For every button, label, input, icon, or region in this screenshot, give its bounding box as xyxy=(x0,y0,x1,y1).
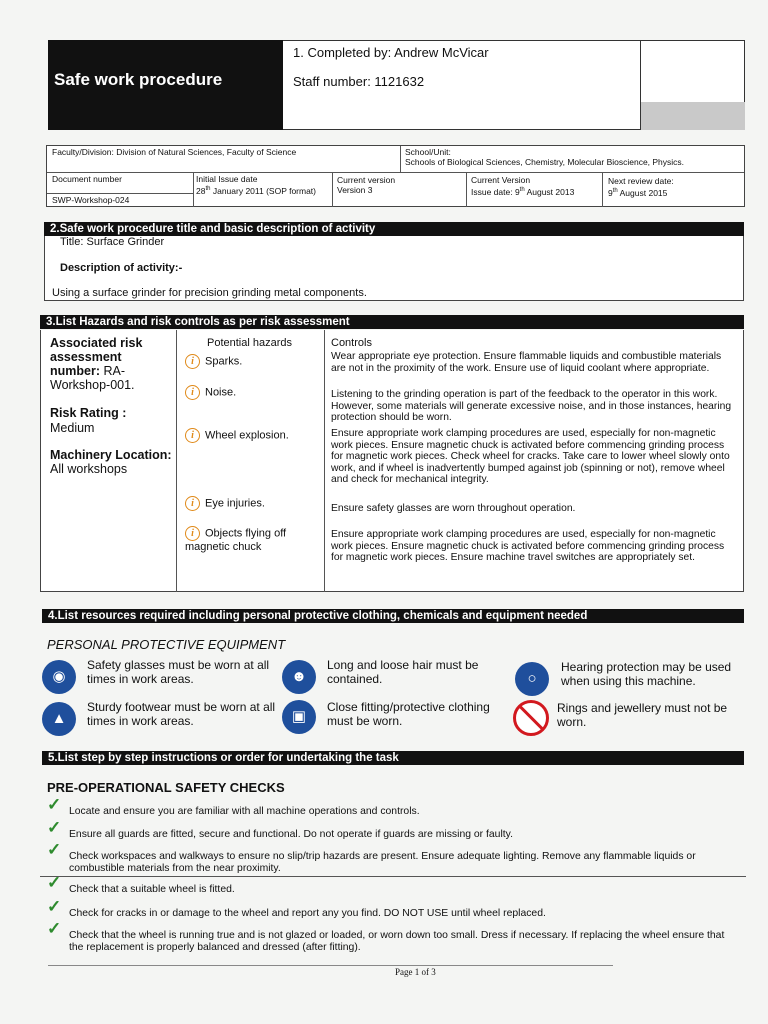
step-item: Check that a suitable wheel is fitted. xyxy=(69,884,235,895)
step-item: Check for cracks in or damage to the wheel and report any you find. DO NOT USE until wheel replaced. xyxy=(69,908,546,919)
doc-number-label: Document number xyxy=(52,174,122,184)
next-review-label: Next review date: xyxy=(608,176,674,186)
hazard-info-icon: i xyxy=(185,428,200,443)
footer-rule xyxy=(48,965,613,966)
checks-title: PRE-OPERATIONAL SAFETY CHECKS xyxy=(47,780,285,795)
control-text: Listening to the grinding operation is part of the feedback to the operator in this work. However, some materials will generate excessive noise, and in those instances, hearing protection should be worn. xyxy=(331,389,732,424)
hazard-info-icon: i xyxy=(185,526,200,541)
check-icon: ✓ xyxy=(47,795,62,814)
check-icon: ✓ xyxy=(47,840,62,859)
staff-number: Staff number: 1121632 xyxy=(293,74,425,89)
control-text: Wear appropriate eye protection. Ensure flammable liquids and combustible materials are not in the proximity of the work. Ensure use of liquid coolant where appropriate. xyxy=(331,351,722,374)
hazard-info-icon: i xyxy=(185,354,200,369)
machinery-label: Machinery Location: xyxy=(50,448,172,462)
next-review-date: 9th August 2015 xyxy=(608,187,668,198)
school-value: Schools of Biological Sciences, Chemistry, Molecular Bioscience, Physics. xyxy=(405,157,685,167)
assessment-number: RA-Workshop-001. xyxy=(50,364,135,392)
step-item: Check workspaces and walkways to ensure no slip/trip hazards are present. Ensure adequate lighting. Remove any flammable liquids or combustible materials from the near proximity. xyxy=(69,851,696,874)
divider xyxy=(40,876,746,877)
hazard-item: i Objects flying off magnetic chuck xyxy=(185,527,287,553)
control-text: Ensure appropriate work clamping procedures are used, especially for non-magnetic work pieces. Ensure magnetic chuck is activated before commencing grinding process for magnetic work pieces. Ensure machine travel switches are appropriately set. xyxy=(331,529,725,564)
procedure-title: Title: Surface Grinder xyxy=(60,236,165,248)
ppe-title: PERSONAL PROTECTIVE EQUIPMENT xyxy=(47,637,286,652)
current-version-label: Current version xyxy=(337,175,396,185)
safety-glasses-icon: ◉ xyxy=(42,660,76,694)
ppe-item: Long and loose hair must be contained. xyxy=(327,658,479,686)
step-item: Check that the wheel is running true and is not glazed or loaded, or worn down too small. Dress if necessary. If replacing the wheel ensure that the replacement is properly balanced and dressed (after fitting). xyxy=(69,930,725,953)
section5-header: 5.List step by step instructions or order for undertaking the task xyxy=(42,751,744,765)
step-item: Ensure all guards are fitted, secure and functional. Do not operate if guards are missing or faulty. xyxy=(69,829,513,840)
ppe-item: Close fitting/protective clothing must be worn. xyxy=(327,700,490,728)
ppe-item: Hearing protection may be used when using this machine. xyxy=(561,660,732,688)
section3-header: 3.List Hazards and risk controls as per risk assessment xyxy=(40,315,744,329)
step-item: Locate and ensure you are familiar with all machine operations and controls. xyxy=(69,806,420,817)
header-gray-band xyxy=(640,102,745,130)
assessment-label: Associated risk assessment number: xyxy=(50,336,143,378)
issue-date: Issue date: 9th August 2013 xyxy=(471,186,575,197)
description-label: Description of activity:- xyxy=(60,262,183,274)
check-icon: ✓ xyxy=(47,897,62,916)
initial-issue-label: Initial Issue date xyxy=(196,174,258,184)
hazard-item: i Wheel explosion. xyxy=(185,428,289,443)
boot-icon: ▲ xyxy=(42,702,76,736)
hazard-item: i Noise. xyxy=(185,385,236,400)
ppe-item: Sturdy footwear must be worn at all times in work areas. xyxy=(87,700,276,728)
risk-label: Risk Rating : xyxy=(50,406,127,420)
school-label: School/Unit: xyxy=(405,147,451,157)
prohibited-icon xyxy=(513,700,549,736)
header-divider xyxy=(640,40,641,130)
assessment-block xyxy=(50,336,175,392)
control-text: Ensure safety glasses are worn throughout operation. xyxy=(331,503,576,514)
hazard-info-icon: i xyxy=(185,385,200,400)
current-version: Version 3 xyxy=(337,185,373,195)
hazard-info-icon: i xyxy=(185,496,200,511)
section2-header: 2.Safe work procedure title and basic description of activity xyxy=(44,222,744,236)
current-version-label-2: Current Version xyxy=(471,175,531,185)
completed-by: 1. Completed by: Andrew McVicar xyxy=(293,45,489,60)
machinery-value: All workshops xyxy=(50,462,128,476)
col-hazards: Potential hazards xyxy=(207,337,292,349)
ppe-item: Rings and jewellery must not be worn. xyxy=(557,701,728,729)
control-text: Ensure appropriate work clamping procedures are used, especially for non-magnetic work pieces. Ensure magnetic chuck is activated before commencing grinding process for magnetic work pieces. Check wheel for cracks. Take care to lower wheel slowly onto work, and if wheel is inadvertently bumped against job (spinning or not), remove wheel and check for mechanical integrity. xyxy=(331,428,730,486)
hair-icon: ☻ xyxy=(282,660,316,694)
apron-icon: ▣ xyxy=(282,700,316,734)
check-icon: ✓ xyxy=(47,919,62,938)
doc-number: SWP-Workshop-024 xyxy=(52,195,130,205)
hazard-item: i Sparks. xyxy=(185,354,242,369)
risk-value: Medium xyxy=(50,421,95,435)
ear-protection-icon: ○ xyxy=(515,662,549,696)
description-text: Using a surface grinder for precision grinding metal components. xyxy=(52,287,367,299)
check-icon: ✓ xyxy=(47,873,62,892)
page-number: Page 1 of 3 xyxy=(395,967,436,977)
faculty-label: Faculty/Division: Division of Natural Sciences, Faculty of Science xyxy=(52,147,297,157)
hazard-item: i Eye injuries. xyxy=(185,496,265,511)
ppe-item: Safety glasses must be worn at all times in work areas. xyxy=(87,658,270,686)
machinery-block xyxy=(50,448,175,476)
col-controls: Controls xyxy=(331,337,372,349)
page-title: Safe work procedure xyxy=(48,40,283,130)
section4-header: 4.List resources required including personal protective clothing, chemicals and equipment needed xyxy=(42,609,744,623)
check-icon: ✓ xyxy=(47,818,62,837)
initial-issue-date: 28th January 2011 (SOP format) xyxy=(196,185,316,196)
